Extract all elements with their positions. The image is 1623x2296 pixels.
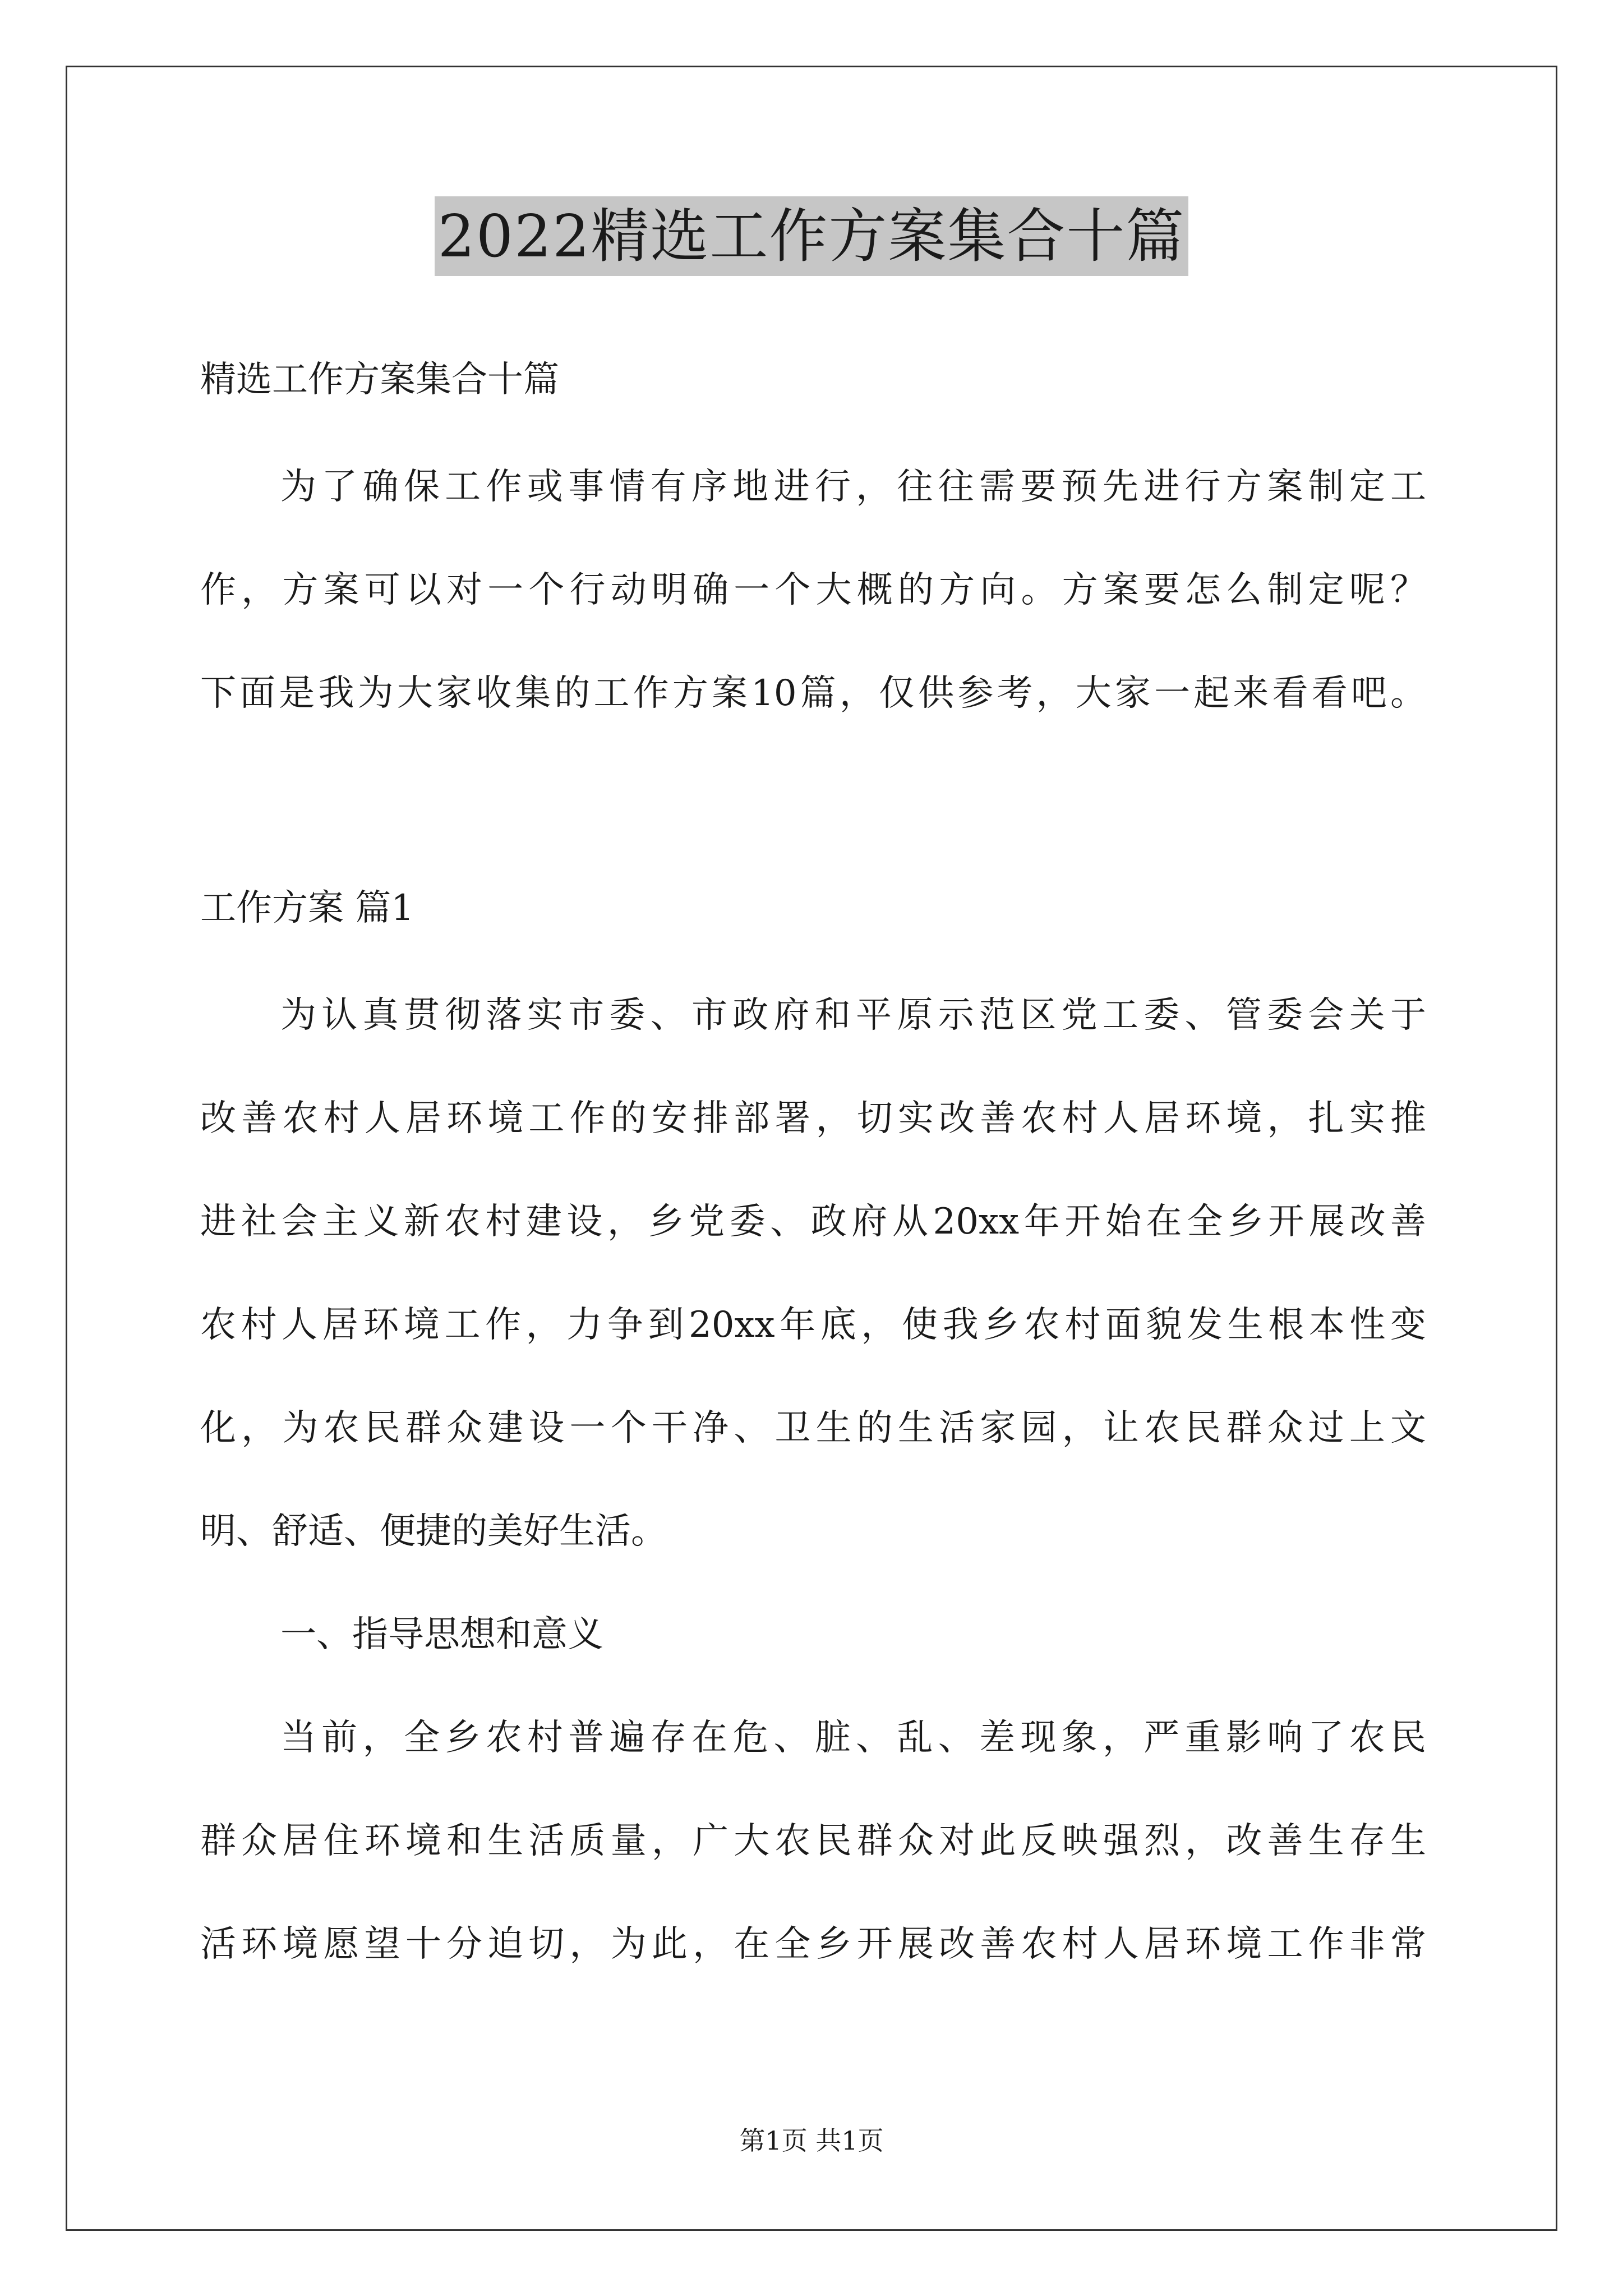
- paragraph-line: 农村人居环境工作，力争到20xx年底，使我乡农村面貌发生根本性变: [200, 1304, 1426, 1346]
- paragraph-line: 明、舒适、便捷的美好生活。: [200, 1511, 667, 1552]
- subtitle-line: 精选工作方案集合十篇: [200, 359, 559, 401]
- subheading-guiding-thought: 一、指导思想和意义: [280, 1614, 603, 1655]
- intro-line-2: 作，方案可以对一个行动明确一个大概的方向。方案要怎么制定呢？: [200, 569, 1426, 611]
- section-heading-1: 工作方案 篇1: [200, 887, 414, 929]
- paragraph-line: 改善农村人居环境工作的安排部署，切实改善农村人居环境，扎实推: [200, 1098, 1426, 1139]
- intro-line-1: 为了确保工作或事情有序地进行，往往需要预先进行方案制定工: [280, 466, 1426, 508]
- paragraph-line: 当前，全乡农村普遍存在危、脏、乱、差现象，严重影响了农民: [280, 1717, 1426, 1759]
- paragraph-line: 群众居住环境和生活质量，广大农民群众对此反映强烈，改善生存生: [200, 1820, 1426, 1862]
- paragraph-line: 化，为农民群众建设一个干净、卫生的生活家园，让农民群众过上文: [200, 1407, 1426, 1449]
- intro-line-3: 下面是我为大家收集的工作方案10篇，仅供参考，大家一起来看看吧。: [200, 673, 1426, 714]
- paragraph-line: 进社会主义新农村建设，乡党委、政府从20xx年开始在全乡开展改善: [200, 1201, 1426, 1243]
- page-footer: 第1页 共1页: [739, 2125, 884, 2156]
- document-title: 2022精选工作方案集合十篇: [435, 196, 1189, 276]
- paragraph-line: 活环境愿望十分迫切，为此，在全乡开展改善农村人居环境工作非常: [200, 1924, 1426, 1965]
- title-container: [0, 196, 1623, 276]
- paragraph-line: 为认真贯彻落实市委、市政府和平原示范区党工委、管委会关于: [280, 995, 1426, 1036]
